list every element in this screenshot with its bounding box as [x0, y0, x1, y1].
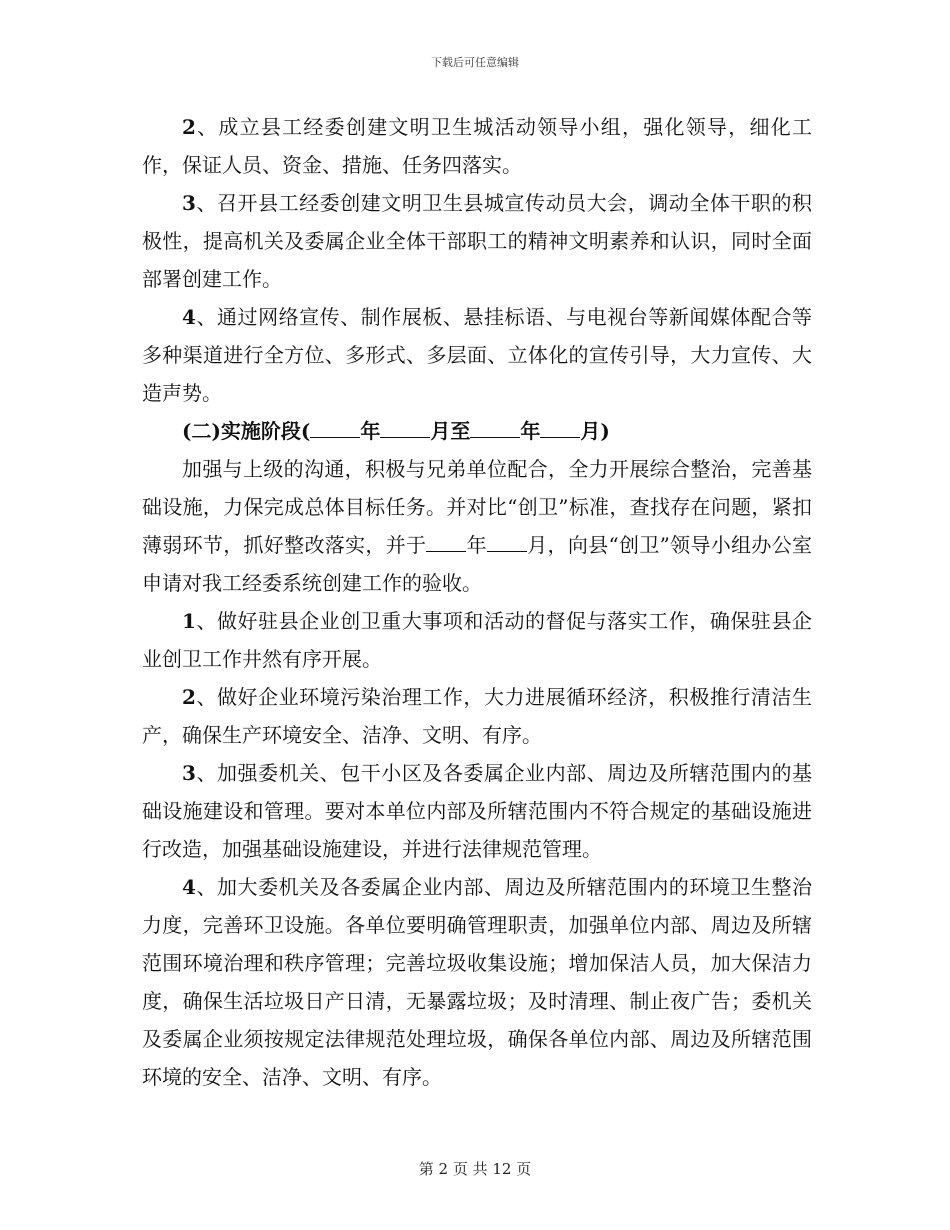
paragraph-text: 、做好企业环境污染治理工作，大力进展循环经济，积极推行清洁生产，确保生产环境安全、洁净、文明、有序。 [142, 685, 812, 747]
blank-month-end [540, 415, 580, 438]
blank-year-start [310, 415, 360, 438]
heading-month-2: 月) [580, 419, 610, 443]
heading-prefix: (二)实施阶段( [182, 419, 311, 443]
heading-month-1: 月至 [430, 419, 471, 443]
item-number: 3 [182, 761, 196, 785]
paragraph-item-3 [142, 754, 812, 868]
page-header: 下载后可任意编辑 [431, 56, 519, 69]
paragraph-prep-2 [142, 108, 812, 184]
item-number: 3 [182, 191, 196, 215]
heading-year-2: 年 [520, 419, 541, 443]
paragraph-text: 、通过网络宣传、制作展板、悬挂标语、与电视台等新闻媒体配合等多种渠道进行全方位、多形式、多层面、立体化的宣传引导，大力宣传、大造声势。 [142, 305, 812, 405]
paragraph-text: 、加大委机关及各委属企业内部、周边及所辖范围内的环境卫生整治力度，完善环卫设施。各单位要明确管理职责，加强单位内部、周边及所辖范围环境治理和秩序管理；完善垃圾收集设施；增加保洁人员，加大保洁力度，确保生活垃圾日产日清，无暴露垃圾；及时清理、制止夜广告；委机关及委属企业须按规定法律规范处理垃圾，确保各单位内部、周边及所辖范围环境的安全、洁净、文明、有序。 [142, 875, 812, 1089]
blank-year-end [470, 415, 520, 438]
item-number: 2 [182, 115, 196, 139]
intro-text-2: 年 [466, 533, 487, 557]
paragraph-prep-3 [142, 184, 812, 298]
paragraph-text: 、做好驻县企业创卫重大事项和活动的督促与落实工作，确保驻县企业创卫工作井然有序开展。 [142, 609, 812, 671]
item-number: 4 [182, 875, 196, 899]
blank-year [426, 529, 466, 552]
item-number: 1 [182, 609, 196, 633]
paragraph-intro [142, 450, 812, 602]
paragraph-text: 、加强委机关、包干小区及各委属企业内部、周边及所辖范围内的基础设施建设和管理。要对本单位内部及所辖范围内不符合规定的基础设施进行改造，加强基础设施建设，并进行法律规范管理。 [142, 761, 812, 861]
paragraph-text: 、成立县工经委创建文明卫生城活动领导小组，强化领导，细化工作，保证人员、资金、措施、任务四落实。 [142, 115, 812, 177]
paragraph-item-1 [142, 602, 812, 678]
blank-month [487, 529, 527, 552]
intro-text-1: 加强与上级的沟通，积极与兄弟单位配合，全力开展综合整治，完善基础设施，力保完成总体目标任务。并对比“创卫”标准，查找存在问题，紧扣薄弱环节，抓好整改落实，并于 [142, 457, 812, 557]
paragraph-item-4 [142, 868, 812, 1096]
blank-month-start [380, 415, 430, 438]
heading-year-1: 年 [360, 419, 381, 443]
paragraph-text: 、召开县工经委创建文明卫生县城宣传动员大会，调动全体干职的积极性，提高机关及委属企业全体干部职工的精神文明素养和认识，同时全面部署创建工作。 [142, 191, 812, 291]
intro-text-3: 月，向县“创卫”领导小组办公室申请对我工经委系统创建工作的验收。 [142, 533, 813, 595]
paragraph-item-2 [142, 678, 812, 754]
item-number: 2 [182, 685, 196, 709]
paragraph-prep-4 [142, 298, 812, 412]
page-number-footer: 第 2 页 共 12 页 [418, 1160, 532, 1178]
section-heading-implementation [142, 412, 812, 450]
document-body [142, 108, 812, 1096]
item-number: 4 [182, 305, 196, 329]
